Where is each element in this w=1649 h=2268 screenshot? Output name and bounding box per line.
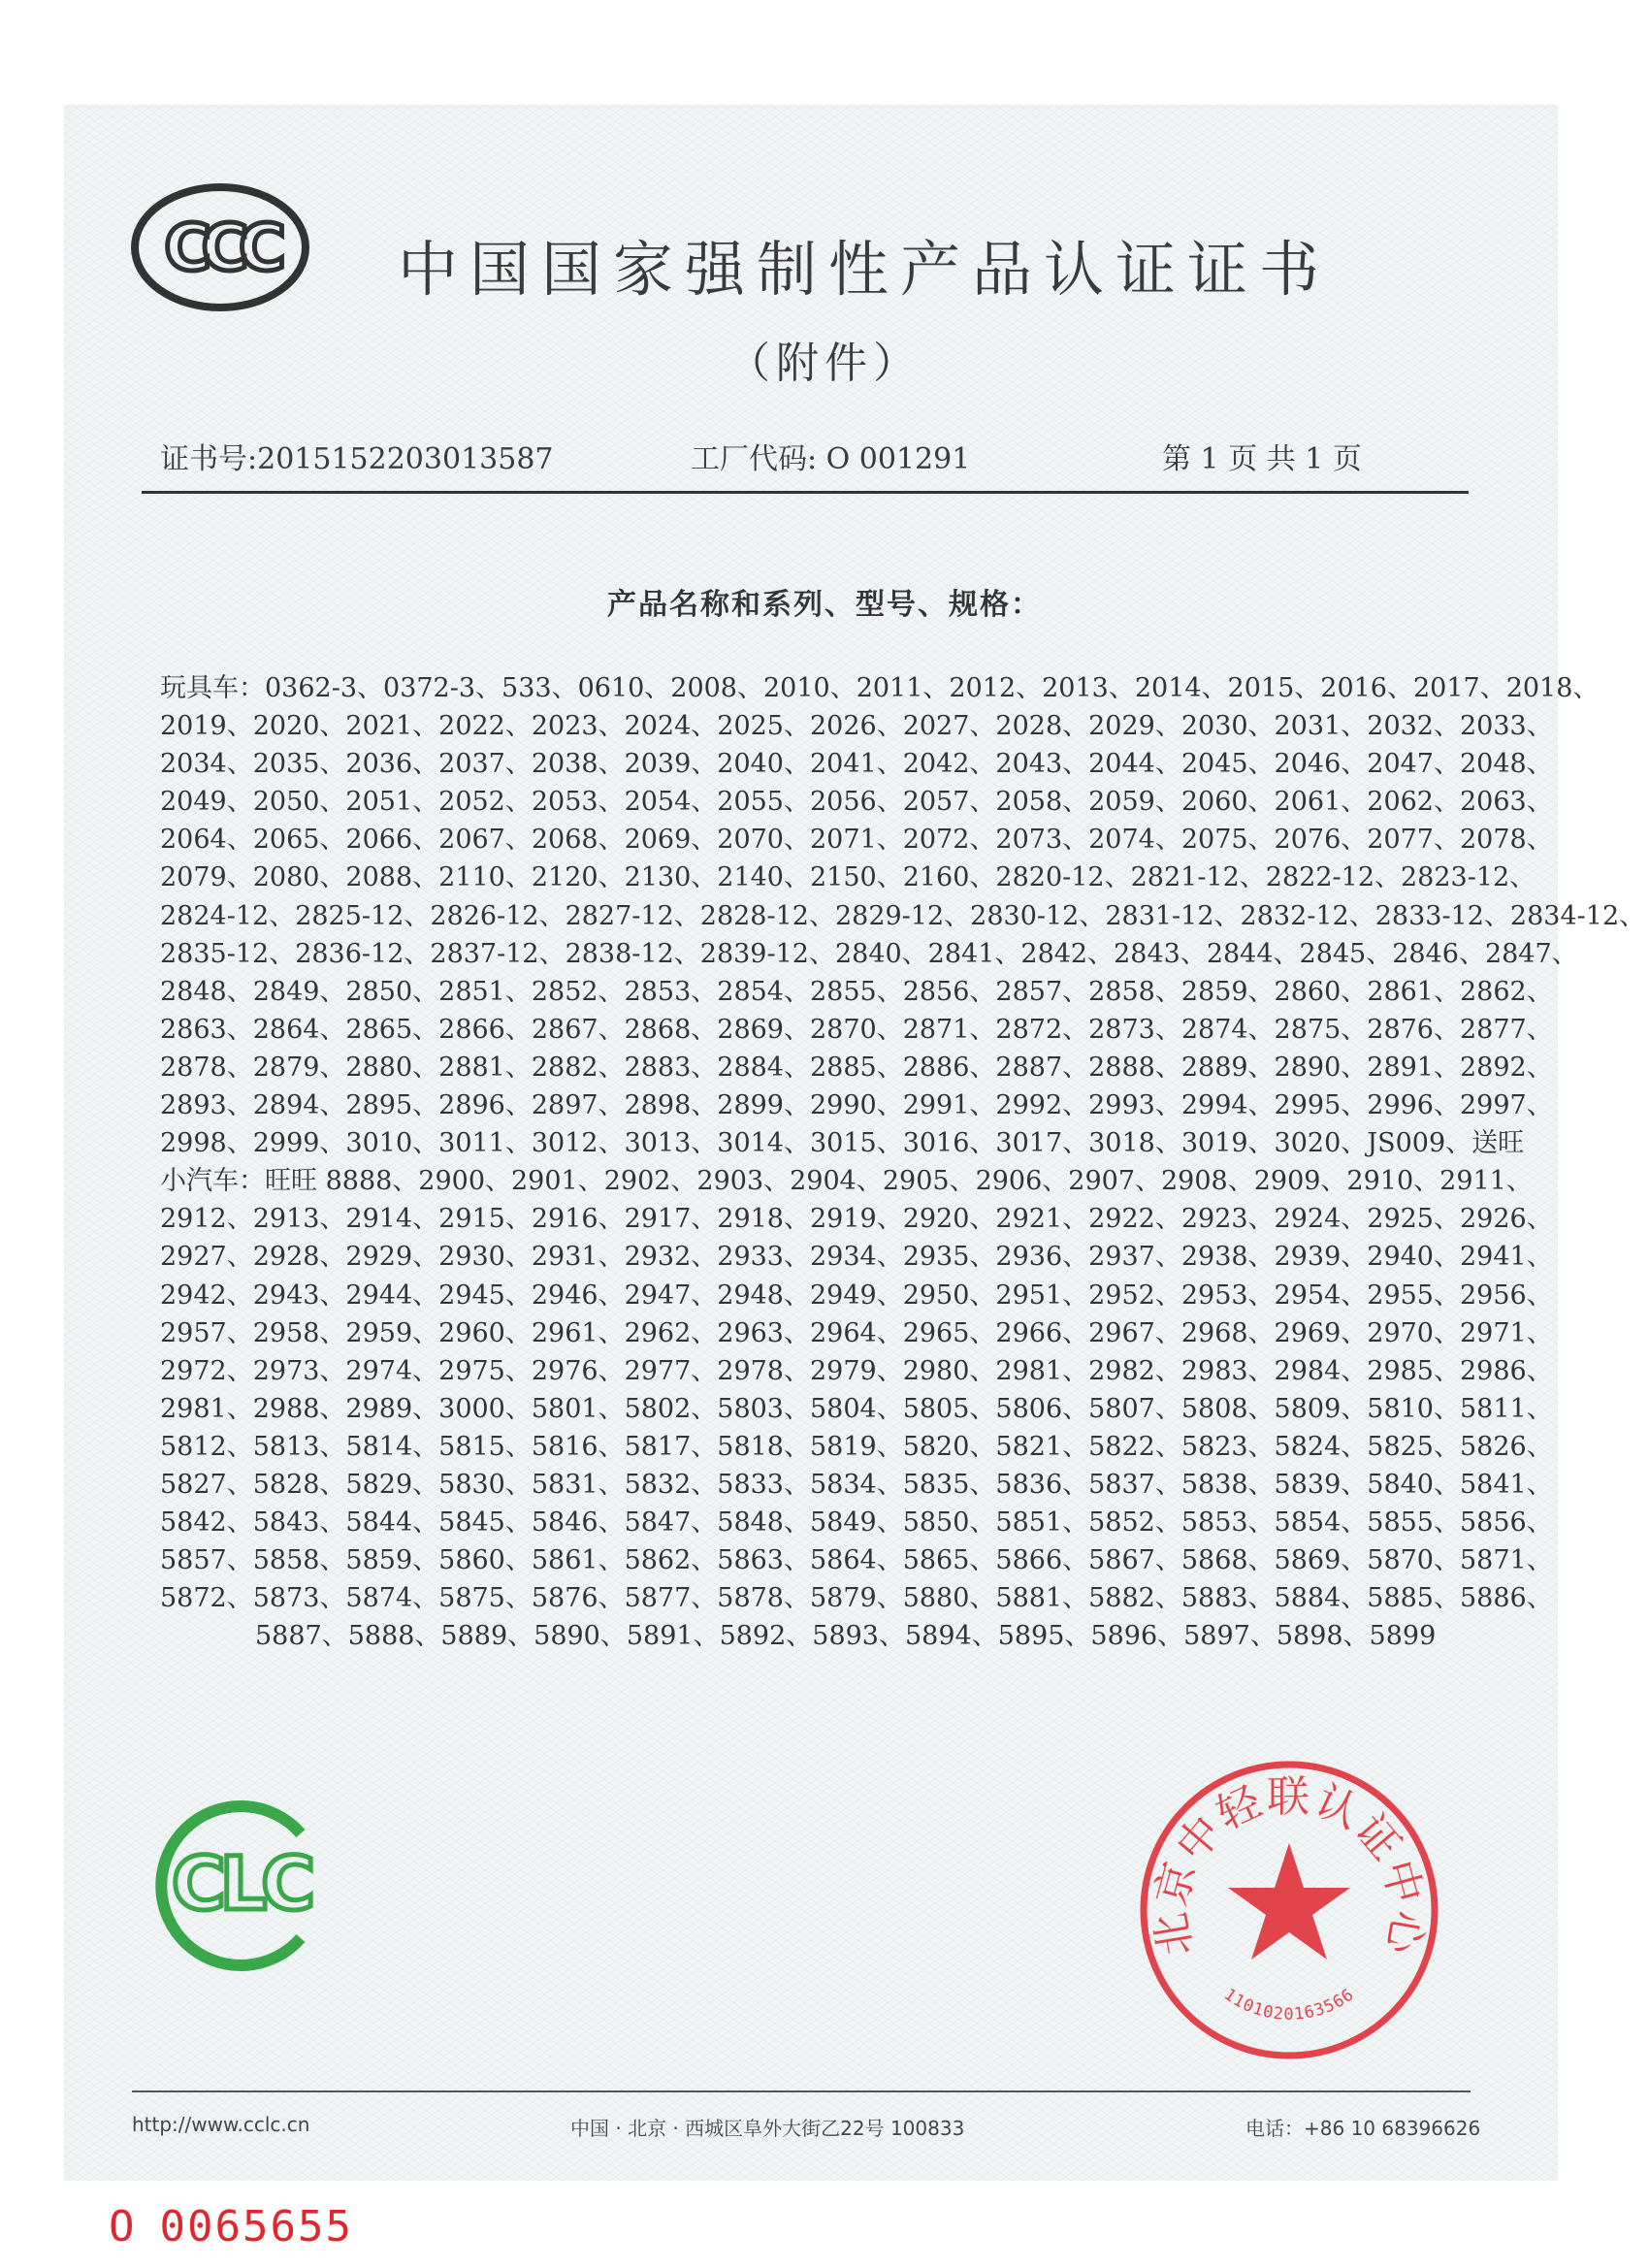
model-line: 5827、5828、5829、5830、5831、5832、5833、5834、5835、5836、5837、5838、5839、5840、5841、 (160, 1469, 1553, 1500)
model-line: 2893、2894、2895、2896、2897、2898、2899、2990、2991、2992、2993、2994、2995、2996、2997、 (160, 1090, 1553, 1121)
model-line: 2863、2864、2865、2866、2867、2868、2869、2870、2871、2872、2873、2874、2875、2876、2877、 (160, 1014, 1553, 1045)
model-line: 2835-12、2836-12、2837-12、2838-12、2839-12、2840、2841、2842、2843、2844、2845、2846、2847、 (160, 938, 1578, 969)
model-line: 2878、2879、2880、2881、2882、2883、2884、2885、2886、2887、2888、2889、2890、2891、2892、 (160, 1052, 1553, 1083)
serial-number (109, 2202, 376, 2252)
model-line: 5887、5888、5889、5890、5891、5892、5893、5894、5895、5896、5897、5898、5899 (255, 1621, 1437, 1652)
serial-prefix: O (109, 2202, 137, 2252)
clc-logo-text: CLC (172, 1840, 309, 1927)
model-line: 2998、2999、3010、3011、3012、3013、3014、3015、3016、3017、3018、3019、3020、JS009、送旺 (160, 1128, 1525, 1159)
ccc-logo-text: CCC (164, 211, 276, 285)
model-line: 2079、2080、2088、2110、2120、2130、2140、2150、2160、2820-12、2821-12、2822-12、2823-12、 (160, 862, 1536, 893)
footer-divider (132, 2090, 1471, 2092)
model-line: 2942、2943、2944、2945、2946、2947、2948、2949、2950、2951、2952、2953、2954、2955、2956、 (160, 1280, 1553, 1311)
model-line: 5857、5858、5859、5860、5861、5862、5863、5864、5865、5866、5867、5868、5869、5870、5871、 (160, 1545, 1553, 1576)
svg-text:1101020163566 (1220, 1985, 1358, 2025)
model-line: 2981、2988、2989、3000、5801、5802、5803、5804、5805、5806、5807、5808、5809、5810、5811、 (160, 1393, 1553, 1424)
footer-address: 中国 · 北京 · 西城区阜外大街乙22号 100833 (570, 2117, 965, 2140)
model-line: 5812、5813、5814、5815、5816、5817、5818、5819、5820、5821、5822、5823、5824、5825、5826、 (160, 1431, 1553, 1462)
clc-logo (146, 1795, 330, 1977)
model-line: 2824-12、2825-12、2826-12、2827-12、2828-12、2829-12、2830-12、2831-12、2832-12、2833-12、2834-12、 (160, 900, 1646, 931)
models-list (160, 669, 1646, 1655)
model-line: 2034、2035、2036、2037、2038、2039、2040、2041、2042、2043、2044、2045、2046、2047、2048、 (160, 749, 1553, 780)
page-title: 中国国家强制性产品认证证书 (398, 234, 1332, 305)
model-line: 2848、2849、2850、2851、2852、2853、2854、2855、2856、2857、2858、2859、2860、2861、2862、 (160, 976, 1553, 1007)
model-line: 2972、2973、2974、2975、2976、2977、2978、2979、2980、2981、2982、2983、2984、2985、2986、 (160, 1355, 1553, 1386)
page-count: 第 1 页 共 1 页 (1162, 442, 1362, 476)
serial-digits: 0065655 (159, 2202, 353, 2252)
header-divider (142, 491, 1469, 494)
footer-phone: 电话：+86 10 68396626 (1245, 2117, 1481, 2140)
page-subtitle: （附件） (728, 339, 922, 388)
ccc-logo (130, 182, 310, 312)
factory-code: 工厂代码: O 001291 (691, 442, 971, 476)
seal-org-text: 北京中轻联认证中心 (1146, 1771, 1433, 1960)
model-line: 小汽车：旺旺 8888、2900、2901、2902、2903、2904、2905、2906、2907、2908、2909、2910、2911、 (160, 1166, 1533, 1197)
model-line: 2957、2958、2959、2960、2961、2962、2963、2964、2965、2966、2967、2968、2969、2970、2971、 (160, 1317, 1553, 1348)
model-line: 5872、5873、5874、5875、5876、5877、5878、5879、5880、5881、5882、5883、5884、5885、5886、 (160, 1583, 1553, 1614)
official-seal (1133, 1754, 1445, 2066)
footer-website[interactable]: http://www.cclc.cn (132, 2113, 310, 2136)
model-line: 5842、5843、5844、5845、5846、5847、5848、5849、5850、5851、5852、5853、5854、5855、5856、 (160, 1507, 1553, 1539)
model-line: 玩具车：0362-3、0372-3、533、0610、2008、2010、2011、2012、2013、2014、2015、2016、2017、2018、 (160, 673, 1600, 703)
certificate-number: 证书号:2015152203013587 (160, 442, 554, 476)
model-line: 2019、2020、2021、2022、2023、2024、2025、2026、2027、2028、2029、2030、2031、2032、2033、 (160, 711, 1553, 742)
model-line: 2064、2065、2066、2067、2068、2069、2070、2071、2072、2073、2074、2075、2076、2077、2078、 (160, 825, 1553, 856)
seal-code-text: 1101020163566 (1220, 1985, 1358, 2025)
model-line: 2927、2928、2929、2930、2931、2932、2933、2934、2935、2936、2937、2938、2939、2940、2941、 (160, 1242, 1553, 1273)
model-line: 2049、2050、2051、2052、2053、2054、2055、2056、2057、2058、2059、2060、2061、2062、2063、 (160, 787, 1553, 818)
section-title: 产品名称和系列、型号、规格： (607, 588, 1042, 622)
model-line: 2912、2913、2914、2915、2916、2917、2918、2919、2920、2921、2922、2923、2924、2925、2926、 (160, 1204, 1553, 1235)
